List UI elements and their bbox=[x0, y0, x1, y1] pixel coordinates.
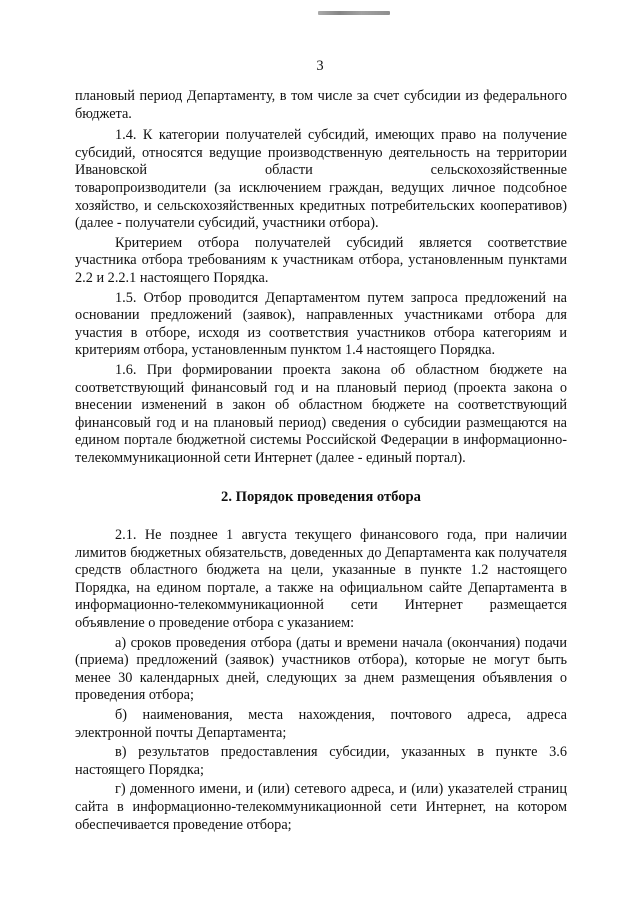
paragraph-1-4-continuation: товаропроизводители (за исключением граждан, ведущих личное подсобное хозяйство, и сельскохозяйственных кредитных потребительских кооперативов) (далее - получатели субсидий, участники отбора). bbox=[75, 179, 567, 232]
paragraph-criterion: Критерием отбора получателей субсидий является соответствие участника отбора требованиям к участникам отбора, установленным пунктами 2.2 и 2.2.1 настоящего Порядка. bbox=[75, 234, 567, 286]
section-heading: 2. Порядок проведения отбора bbox=[221, 489, 421, 506]
list-item-b: б) наименования, места нахождения, почтового адреса, адреса электронной почты Департамента; bbox=[75, 707, 567, 741]
list-item-a: а) сроков проведения отбора (даты и времени начала (окончания) подачи (приема) предложений (заявок) участников отбора), которые не могут быть менее 30 календарных дней, следующих за днем размещения объявления о проведения отбора; bbox=[75, 634, 567, 704]
paragraph-1-5: 1.5. Отбор проводится Департаментом путем запроса предложений на основании предложений (заявок), направленных участниками отбора для участия в отборе, исходя из соответствия участников отбора категориям и критериям отбора, установленным пунктом 1.4 настоящего Порядка. bbox=[75, 289, 567, 359]
paragraph-2-1: 2.1. Не позднее 1 августа текущего финансового года, при наличии лимитов бюджетных обязательств, доведенных до Департамента как получателя средств областного бюджета на цели, указанные в пункте 1.2 настоящего Порядка, на едином портале, а также на официальном сайте Департамента в информационно-телекоммуникационной сети Интернет размещается объявление о проведение отбора с указанием: bbox=[75, 527, 567, 632]
document-body bbox=[75, 88, 567, 834]
page-number: 3 bbox=[316, 58, 324, 74]
list-item-g: г) доменного имени, и (или) сетевого адреса, и (или) указателей страниц сайта в информационно-телекоммуникационной сети Интернет, на котором обеспечивается проведение отбора; bbox=[75, 781, 567, 833]
scan-mark bbox=[318, 11, 390, 15]
paragraph-1-6: 1.6. При формировании проекта закона об областном бюджете на соответствующий финансовый год и на плановый период (проекта закона о внесении изменений в закон об областном бюджете на соответствующий финансовый год и на плановый период) сведения о субсидии размещаются на едином портале бюджетной системы Российской Федерации в информационно-телекоммуникационной сети Интернет (далее - единый портал). bbox=[75, 361, 567, 466]
paragraph-1-4: 1.4. К категории получателей субсидий, имеющих право на получение субсидий, относятся ведущие производственную деятельность на территории Ивановской области сельскохозяйственные bbox=[75, 127, 567, 179]
list-item-v: в) результатов предоставления субсидии, указанных в пункте 3.6 настоящего Порядка; bbox=[75, 744, 567, 778]
paragraph-continuation: плановый период Департаменту, в том числе за счет субсидии из федерального бюджета. bbox=[75, 88, 567, 122]
